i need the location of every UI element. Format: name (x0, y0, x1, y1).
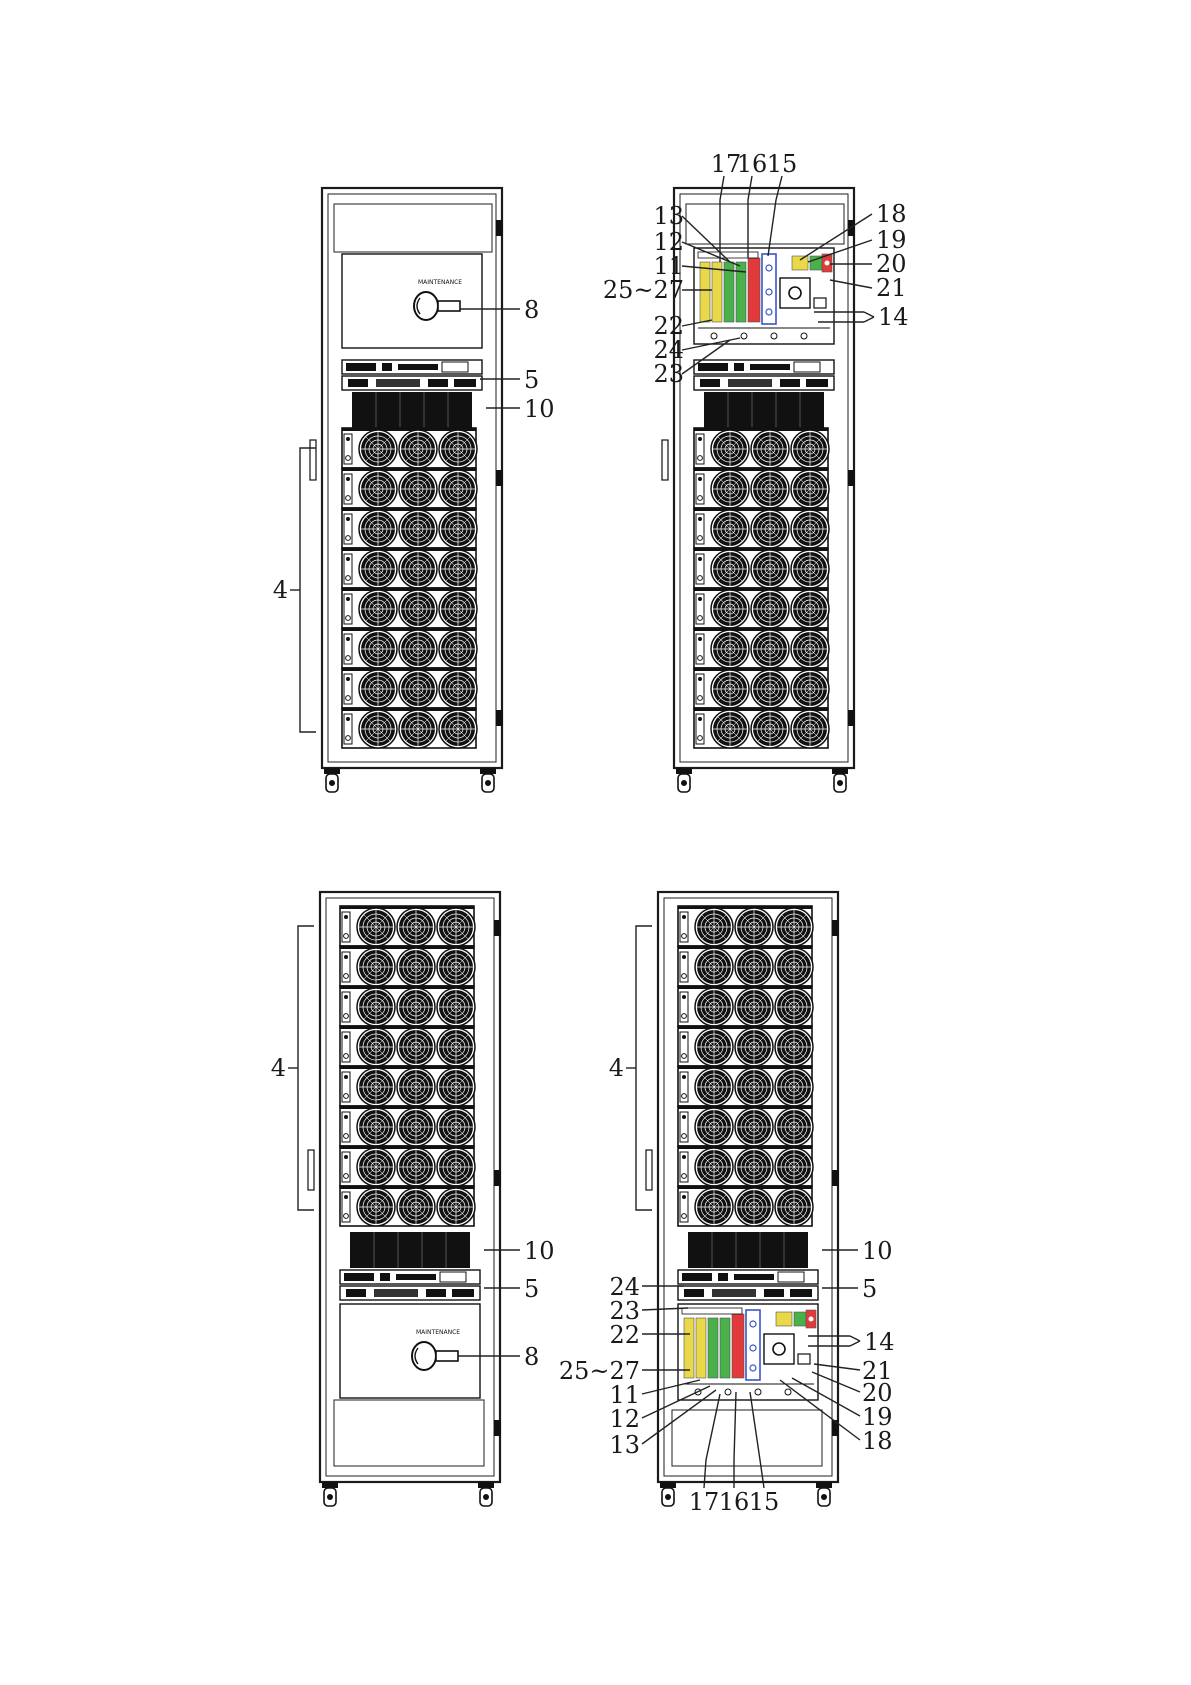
callout-4: 4 (270, 1054, 286, 1082)
callout-22: 22 (609, 1321, 640, 1349)
callout-15: 15 (766, 150, 798, 178)
callout-24: 24 (609, 1273, 640, 1301)
callout-14: 14 (878, 303, 909, 331)
maintenance-switch-label: MAINTENANCE (418, 279, 463, 286)
callout-20: 20 (876, 250, 907, 278)
callout-4: 4 (272, 576, 288, 604)
cabinet-front-view-3 (271, 892, 555, 1506)
maintenance-switch-label: MAINTENANCE (416, 1329, 461, 1336)
callout-23: 23 (653, 360, 684, 388)
callout-22: 22 (653, 312, 684, 340)
callout-8: 8 (524, 296, 540, 324)
callout-21: 21 (876, 274, 907, 302)
callout-25-27: 25~27 (558, 1357, 640, 1385)
callout-12: 12 (609, 1405, 640, 1433)
callout-20: 20 (862, 1379, 893, 1407)
callout-21: 21 (862, 1357, 893, 1385)
callout-11: 11 (653, 252, 684, 280)
callout-5: 5 (524, 366, 540, 394)
callout-10: 10 (524, 1237, 555, 1265)
cabinet-front-view-1 (273, 188, 555, 792)
callout-19: 19 (862, 1403, 893, 1431)
callout-23: 23 (609, 1297, 640, 1325)
callout-5: 5 (524, 1275, 540, 1303)
callout-4: 4 (608, 1054, 624, 1082)
callout-18: 18 (862, 1427, 893, 1455)
callout-10: 10 (862, 1237, 893, 1265)
callout-16: 16 (718, 1488, 750, 1516)
cabinet-open-view-2 (603, 150, 909, 792)
callout-11: 11 (609, 1381, 640, 1409)
callout-24: 24 (653, 336, 684, 364)
cabinet-open-view-4 (559, 892, 895, 1516)
callout-12: 12 (653, 228, 684, 256)
callout-17: 17 (710, 150, 742, 178)
callout-15: 15 (748, 1488, 780, 1516)
callout-13: 13 (653, 202, 684, 230)
callout-8: 8 (524, 1343, 540, 1371)
callout-19: 19 (876, 226, 907, 254)
callout-25-27: 25~27 (602, 276, 684, 304)
callout-16: 16 (736, 150, 768, 178)
callout-14: 14 (864, 1328, 895, 1356)
callout-5: 5 (862, 1275, 878, 1303)
callout-17: 17 (688, 1488, 720, 1516)
callout-18: 18 (876, 200, 907, 228)
callout-13: 13 (609, 1431, 640, 1459)
callout-10: 10 (524, 395, 555, 423)
